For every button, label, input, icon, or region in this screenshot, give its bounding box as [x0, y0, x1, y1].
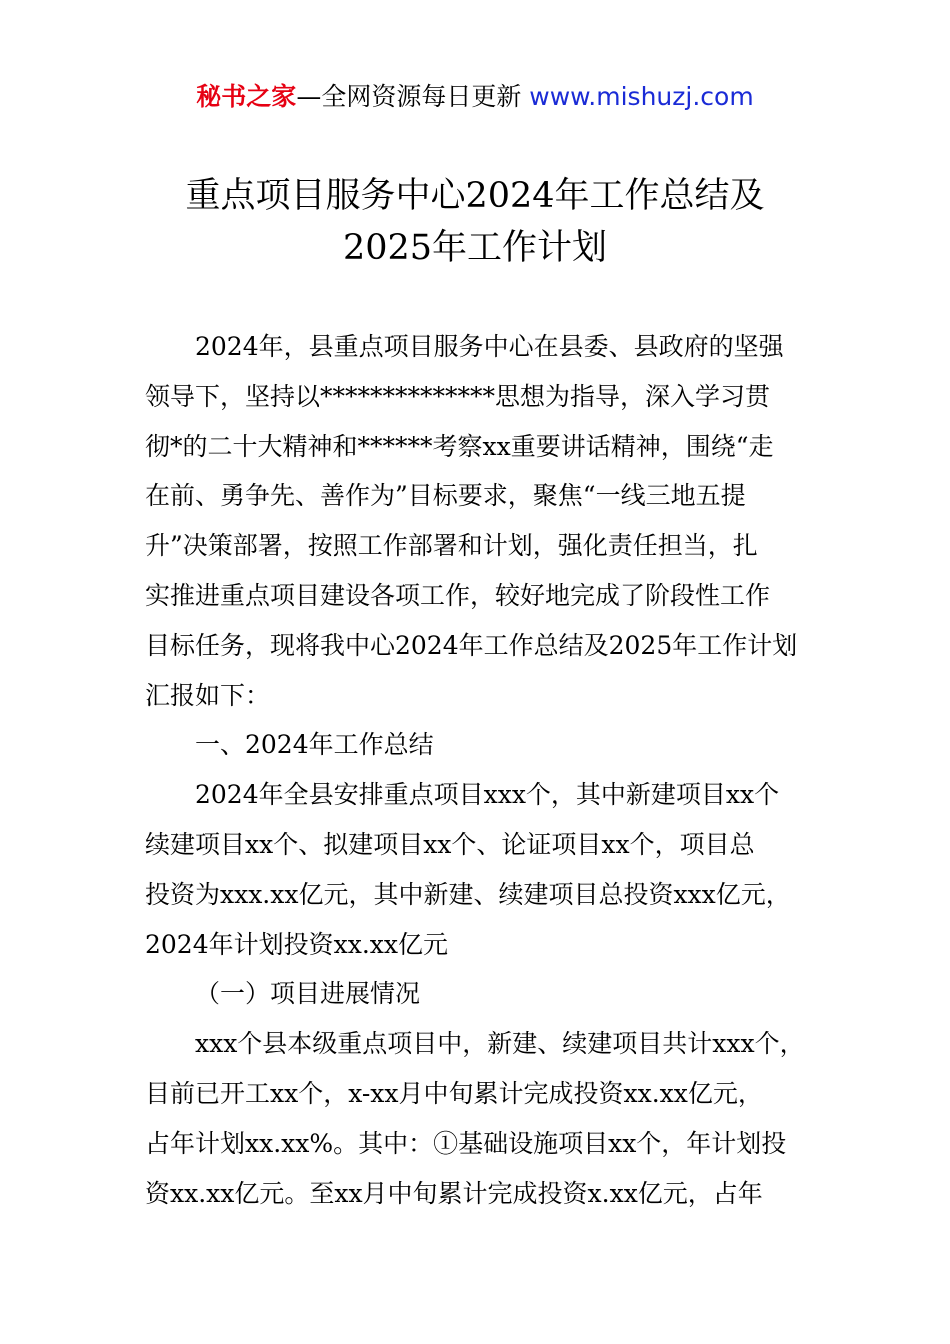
- body-line: 续建项目xx个、拟建项目xx个、论证项目xx个，项目总: [145, 829, 755, 859]
- body-line: 资xx.xx亿元。至xx月中旬累计完成投资x.xx亿元，占年: [145, 1178, 763, 1208]
- site-tagline: —全网资源每日更新: [296, 82, 530, 111]
- section-heading: 一、2024年工作总结: [195, 730, 434, 760]
- body-line: 2024年全县安排重点项目xxx个，其中新建项目xx个: [195, 780, 780, 810]
- title-line-2: 2025年工作计划: [342, 228, 608, 268]
- title-line-1: 重点项目服务中心2024年工作总结及: [185, 176, 765, 216]
- site-url-link[interactable]: www.mishuzj.com: [529, 82, 754, 111]
- site-header: [0, 80, 950, 114]
- body-line: 领导下，坚持以**************思想为指导，深入学习贯: [145, 381, 771, 411]
- subsection-heading: （一）项目进展情况: [195, 979, 421, 1009]
- document-body: [145, 322, 825, 1218]
- document-title: [0, 170, 950, 274]
- body-line: xxx个县本级重点项目中，新建、续建项目共计xxx个，: [195, 1029, 805, 1059]
- body-line: 汇报如下：: [145, 680, 271, 710]
- body-line: 投资为xxx.xx亿元，其中新建、续建项目总投资xxx亿元，: [145, 879, 791, 909]
- site-brand: 秘书之家: [196, 82, 297, 111]
- body-line: 目标任务，现将我中心2024年工作总结及2025年工作计划: [145, 630, 798, 660]
- body-line: 占年计划xx.xx%。其中：①基础设施项目xx个，年计划投: [145, 1128, 787, 1158]
- body-line: 实推进重点项目建设各项工作，较好地完成了阶段性工作: [145, 580, 771, 610]
- body-line: 彻*的二十大精神和******考察xx重要讲话精神，围绕“走: [145, 431, 774, 461]
- body-line: 2024年，县重点项目服务中心在县委、县政府的坚强: [195, 332, 784, 361]
- body-line: 在前、勇争先、善作为”目标要求，聚焦“一线三地五提: [145, 481, 746, 511]
- body-line: 目前已开工xx个，x-xx月中旬累计完成投资xx.xx亿元，: [145, 1078, 763, 1108]
- body-line: 升”决策部署，按照工作部署和计划，强化责任担当，扎: [145, 531, 758, 561]
- body-line: 2024年计划投资xx.xx亿元: [145, 929, 448, 959]
